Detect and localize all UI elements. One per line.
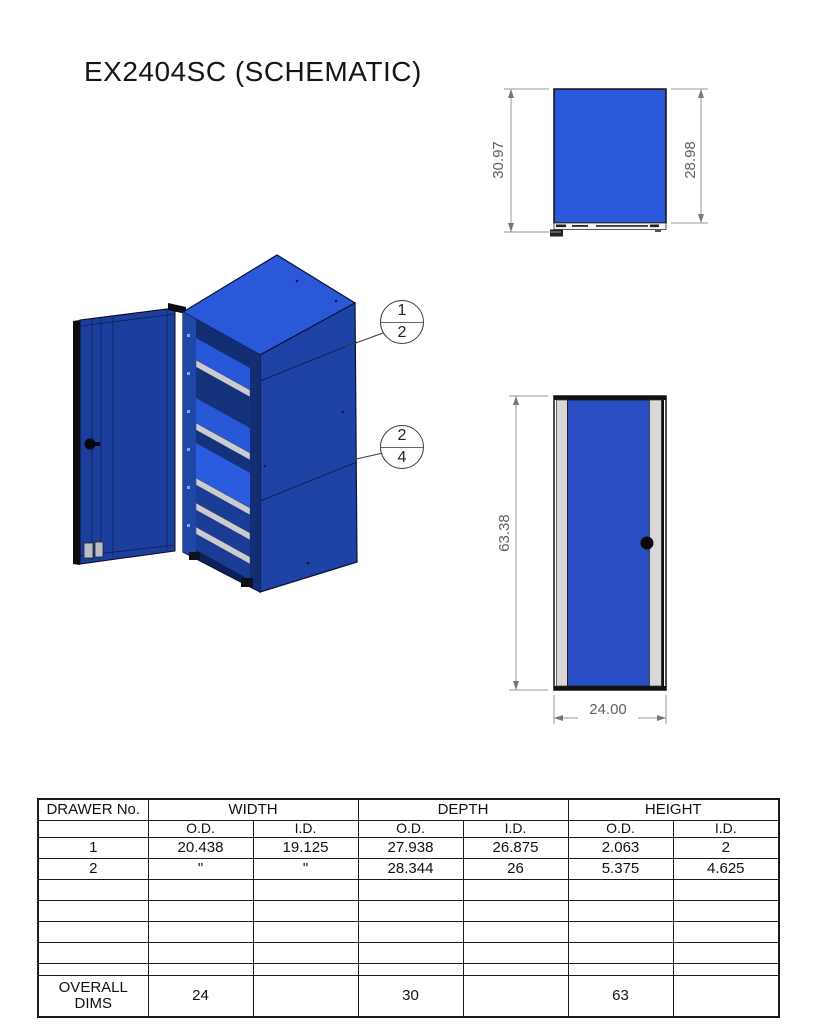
screw-dot (335, 300, 338, 303)
leveling-foot (189, 552, 200, 560)
subheader-od: O.D. (568, 821, 673, 838)
table-empty-row (38, 901, 779, 922)
door-bottom-fitting (95, 542, 103, 557)
arrow-icon (513, 396, 519, 405)
cell-height-od: 2.063 (568, 838, 673, 859)
page-title: EX2404SC (SCHEMATIC) (84, 56, 422, 87)
cell-drawer-no: 2 (38, 859, 148, 880)
cell-width-od: 20.438 (148, 838, 253, 859)
interior-left-wall (183, 312, 196, 558)
screw-dot (307, 562, 310, 565)
top-view (504, 89, 708, 237)
dim-label-front-height: 63.38 (496, 514, 513, 552)
door-face (568, 400, 650, 686)
cell-depth-id: 26.875 (463, 838, 568, 859)
lock-knob-icon (641, 537, 654, 550)
arrow-icon (698, 214, 704, 223)
balloon-bottom-number: 2 (381, 322, 423, 344)
arrow-icon (513, 681, 519, 690)
dim-label-top-left: 30.97 (490, 141, 507, 179)
cell-overall-width: 24 (148, 976, 253, 1018)
table-subheader-row (38, 821, 779, 838)
strip-mark (596, 225, 648, 227)
table-row-drawer-1 (38, 838, 779, 859)
col-header-drawer-no: DRAWER No. (38, 799, 148, 821)
cell-height-id: 2 (673, 838, 779, 859)
strip-mark (572, 225, 588, 227)
door-panel (80, 308, 175, 564)
cell-width-od: " (148, 859, 253, 880)
col-header-width: WIDTH (148, 799, 358, 821)
cell-drawer-no: 1 (38, 838, 148, 859)
table-empty-row (38, 880, 779, 901)
cell-overall-height: 63 (568, 976, 673, 1018)
cell-overall-label (38, 976, 148, 1018)
overall-label-line1: OVERALL (58, 978, 128, 996)
interior-right-post (250, 349, 260, 592)
callout-balloon-1 (380, 300, 424, 344)
cell-height-id: 4.625 (673, 859, 779, 880)
strip-mark (650, 225, 659, 228)
balloon-bottom-number: 4 (381, 447, 423, 469)
leveling-foot (241, 578, 253, 587)
front-view (509, 396, 666, 724)
table-row-drawer-2 (38, 859, 779, 880)
bottom-edge (554, 686, 666, 690)
top-view-foot-mark (655, 230, 661, 233)
cell-width-id: 19.125 (253, 838, 358, 859)
cell-width-id: " (253, 859, 358, 880)
arrow-icon (554, 715, 563, 721)
subheader-id: I.D. (673, 821, 779, 838)
arrow-icon (508, 223, 514, 232)
overall-label-line2: DIMS (74, 995, 112, 1012)
right-dark-edge (662, 400, 665, 686)
balloon-top-number: 2 (397, 427, 407, 445)
callout-balloon-2 (380, 425, 424, 469)
dim-30-97 (504, 89, 561, 232)
cell-depth-id: 26 (463, 859, 568, 880)
table-header-row (38, 799, 779, 821)
left-trim (557, 400, 568, 686)
top-view-body (554, 89, 666, 223)
door-edge (73, 320, 80, 565)
door-lock-icon (85, 439, 96, 450)
cell-depth-od: 27.938 (358, 838, 463, 859)
table-empty-row (38, 922, 779, 943)
arrow-icon (508, 89, 514, 98)
subheader-od: O.D. (358, 821, 463, 838)
strip-mark (556, 225, 566, 228)
arrow-icon (698, 89, 704, 98)
top-edge (554, 396, 666, 400)
col-header-depth: DEPTH (358, 799, 568, 821)
table-overall-row (38, 976, 779, 1018)
dim-label-front-width: 24.00 (578, 700, 638, 720)
subheader-id: I.D. (253, 821, 358, 838)
subheader-id: I.D. (463, 821, 568, 838)
arrow-icon (657, 715, 666, 721)
table-empty-row (38, 943, 779, 964)
screw-dot (264, 465, 266, 467)
cell-depth-od: 28.344 (358, 859, 463, 880)
cell-overall-depth: 30 (358, 976, 463, 1018)
cell-height-od: 5.375 (568, 859, 673, 880)
dim-label-top-right: 28.98 (682, 141, 699, 179)
subheader-od: O.D. (148, 821, 253, 838)
subheader-blank (38, 821, 148, 838)
col-header-height: HEIGHT (568, 799, 779, 821)
door-bottom-fitting (84, 543, 93, 558)
iso-view (73, 255, 383, 592)
door-lock-latch (95, 442, 100, 446)
table-empty-row-short (38, 964, 779, 976)
drawer-dimension-table (37, 798, 780, 1018)
balloon-top-number: 1 (397, 302, 407, 320)
screw-dot (342, 411, 345, 414)
screw-dot (296, 280, 299, 283)
top-view-foot (550, 230, 563, 237)
